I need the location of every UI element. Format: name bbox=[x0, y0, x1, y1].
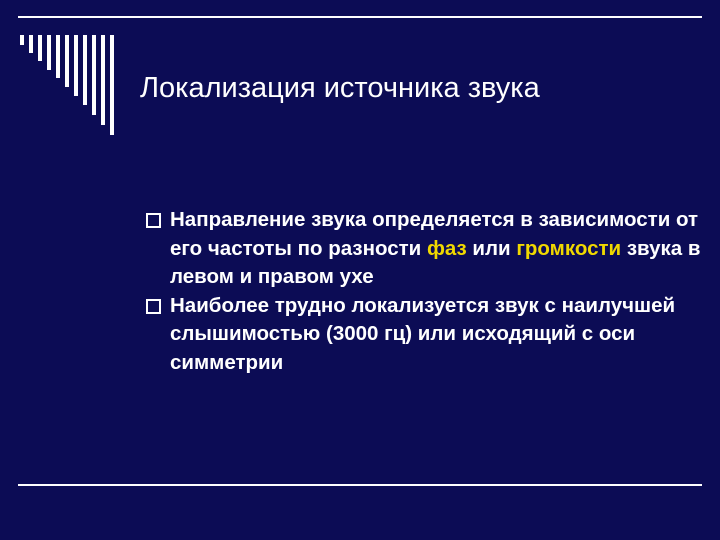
decoration-bar bbox=[65, 35, 69, 87]
decoration-bar bbox=[20, 35, 24, 45]
highlight-phase: фаз bbox=[426, 236, 467, 260]
vertical-bars-decoration bbox=[0, 0, 130, 150]
bullet-text: или bbox=[466, 236, 517, 260]
hollow-square-bullet-icon bbox=[146, 299, 161, 314]
decoration-bar bbox=[38, 35, 42, 61]
bullet-item bbox=[146, 206, 706, 292]
highlight-loudness: громкости bbox=[516, 236, 622, 260]
bullet-item bbox=[146, 292, 706, 378]
decoration-bar bbox=[101, 35, 105, 125]
bullet-text: звука в левом и правом ухе bbox=[170, 236, 701, 288]
slide-title: Локализация источника звука bbox=[140, 72, 540, 104]
hollow-square-bullet-icon bbox=[146, 213, 161, 228]
bullet-text: Направление звука определяется в зависимости от его частоты по разности bbox=[170, 208, 699, 260]
decoration-bar bbox=[74, 35, 78, 96]
bullet-text: Наиболее трудно локализуется звук с наилучшей слышимостью (3000 гц) или исходящий с оси симметрии bbox=[170, 293, 676, 374]
decoration-bar bbox=[29, 35, 33, 53]
bottom-rule bbox=[18, 484, 702, 486]
decoration-bar bbox=[56, 35, 60, 78]
decoration-bar bbox=[92, 35, 96, 115]
bullet-list bbox=[146, 206, 706, 377]
decoration-bar bbox=[83, 35, 87, 105]
decoration-bar bbox=[110, 35, 114, 135]
decoration-bar bbox=[47, 35, 51, 70]
